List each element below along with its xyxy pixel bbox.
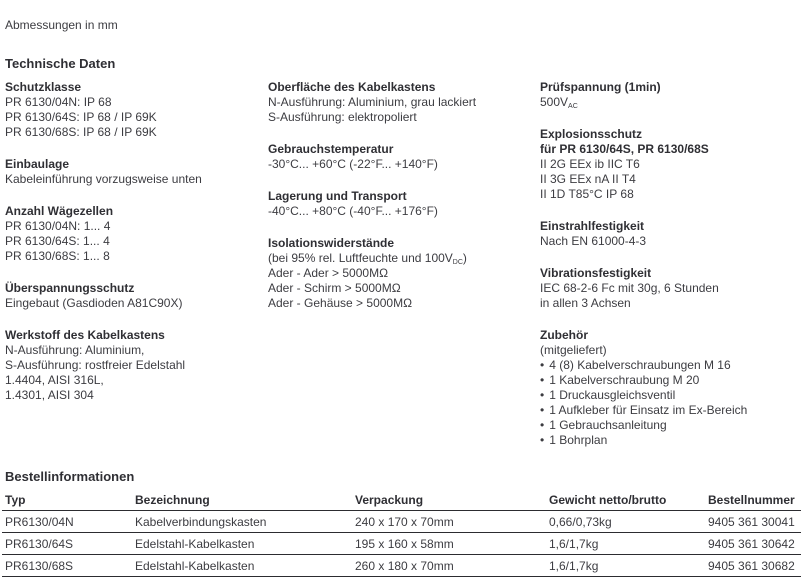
spec-einbaulage xyxy=(5,157,261,187)
column-header-bestellnummer: Bestellnummer xyxy=(705,490,801,511)
spec-lagerung-transport xyxy=(268,189,534,219)
spec-line: S-Ausführung: rostfreier Edelstahl xyxy=(5,358,186,372)
specs-column-right xyxy=(540,80,808,465)
spec-explosionsschutz xyxy=(540,127,808,202)
spec-title: Werkstoff des Kabelkastens xyxy=(5,328,165,342)
spec-title: Explosionsschutz xyxy=(540,127,643,141)
cell-bezeichnung: Kabelverbindungskasten xyxy=(132,511,352,533)
spec-line: -40°C... +80°C (-40°F... +176°F) xyxy=(268,204,438,218)
bullet-icon: • xyxy=(540,388,545,402)
accessory-text: 4 (8) Kabelverschraubungen M 16 xyxy=(549,358,731,372)
cell-bestellnummer: 9405 361 30041 xyxy=(705,511,801,533)
bullet-icon: • xyxy=(540,358,545,372)
column-header-verpackung: Verpackung xyxy=(352,490,546,511)
spec-line: N-Ausführung: Aluminium, grau lackiert xyxy=(268,95,477,109)
bullet-icon: • xyxy=(540,403,545,417)
unit-subscript: AC xyxy=(568,103,578,110)
spec-line: 1.4301, AISI 304 xyxy=(5,388,94,402)
spec-schutzklasse xyxy=(5,80,261,140)
cell-verpackung: 240 x 170 x 70mm xyxy=(352,511,546,533)
cell-bestellnummer: 9405 361 30642 xyxy=(705,533,801,555)
spec-line-with-subscript xyxy=(268,251,534,266)
spec-title: Gebrauchstemperatur xyxy=(268,142,394,156)
value-text: 500V xyxy=(540,95,569,109)
table-row xyxy=(2,555,801,577)
accessory-text: 1 Gebrauchsanleitung xyxy=(549,418,667,432)
spec-title: Vibrationsfestigkeit xyxy=(540,266,652,280)
spec-line: -30°C... +60°C (-22°F... +140°F) xyxy=(268,157,438,171)
cell-gewicht: 1,6/1,7kg xyxy=(546,555,705,577)
cell-gewicht: 0,66/0,73kg xyxy=(546,511,705,533)
spec-ueberspannungsschutz xyxy=(5,281,261,311)
cell-verpackung: 195 x 160 x 58mm xyxy=(352,533,546,555)
spec-line: II 3G EEx nA II T4 xyxy=(540,172,636,186)
accessory-text: 1 Bohrplan xyxy=(549,433,608,447)
spec-line: Kabeleinführung vorzugsweise unten xyxy=(5,172,202,186)
spec-line: Ader - Gehäuse > 5000MΩ xyxy=(268,296,413,310)
cell-bezeichnung: Edelstahl-Kabelkasten xyxy=(132,555,352,577)
cell-bestellnummer: 9405 361 30682 xyxy=(705,555,801,577)
cell-typ: PR6130/68S xyxy=(2,555,132,577)
cell-verpackung: 260 x 180 x 70mm xyxy=(352,555,546,577)
spec-line: Ader - Ader > 5000MΩ xyxy=(268,266,389,280)
spec-title-line2: für PR 6130/64S, PR 6130/68S xyxy=(540,142,709,156)
table-row xyxy=(2,533,801,555)
note-text: ) xyxy=(462,251,467,265)
spec-line: PR 6130/68S: 1... 8 xyxy=(5,249,110,263)
table-row xyxy=(2,511,801,533)
technical-data-title: Technische Daten xyxy=(5,56,116,71)
spec-line: in allen 3 Achsen xyxy=(540,296,631,310)
spec-title: Einbaulage xyxy=(5,157,70,171)
accessory-item xyxy=(540,388,808,403)
spec-title: Einstrahlfestigkeit xyxy=(540,219,645,233)
spec-oberflaeche-kabelkasten xyxy=(268,80,534,125)
column-header-gewicht: Gewicht netto/brutto xyxy=(546,490,705,511)
spec-line: S-Ausführung: elektropoliert xyxy=(268,110,417,124)
spec-line: II 1D T85°C IP 68 xyxy=(540,187,634,201)
accessory-item xyxy=(540,433,808,448)
note-text: (bei 95% rel. Luftfeuchte und 100V xyxy=(268,251,453,265)
spec-line: II 2G EEx ib IIC T6 xyxy=(540,157,640,171)
accessory-text: 1 Druckausgleichsventil xyxy=(549,388,676,402)
spec-gebrauchstemperatur xyxy=(268,142,534,172)
column-header-bezeichnung: Bezeichnung xyxy=(132,490,352,511)
accessory-item xyxy=(540,358,808,373)
accessory-text: 1 Kabelverschraubung M 20 xyxy=(549,373,700,387)
table-header-row xyxy=(2,490,801,511)
accessory-text: 1 Aufkleber für Einsatz im Ex-Bereich xyxy=(549,403,748,417)
spec-title: Oberfläche des Kabelkastens xyxy=(268,80,436,94)
order-info-title: Bestellinformationen xyxy=(5,469,135,484)
accessories-list xyxy=(540,358,808,448)
cell-typ: PR6130/64S xyxy=(2,533,132,555)
accessory-item xyxy=(540,373,808,388)
unit-subscript: DC xyxy=(452,259,463,266)
spec-anzahl-waegezellen xyxy=(5,204,261,264)
cell-gewicht: 1,6/1,7kg xyxy=(546,533,705,555)
cell-bezeichnung: Edelstahl-Kabelkasten xyxy=(132,533,352,555)
spec-zubehoer xyxy=(540,328,808,448)
column-header-typ: Typ xyxy=(2,490,132,511)
accessory-item xyxy=(540,418,808,433)
spec-line: PR 6130/64S: 1... 4 xyxy=(5,234,110,248)
spec-line: PR 6130/64S: IP 68 / IP 69K xyxy=(5,110,157,124)
spec-title: Schutzklasse xyxy=(5,80,82,94)
spec-subtitle: (mitgeliefert) xyxy=(540,343,607,357)
spec-line: PR 6130/04N: 1... 4 xyxy=(5,219,111,233)
spec-einstrahlfestigkeit xyxy=(540,219,808,249)
specs-column-middle xyxy=(268,80,534,328)
specs-column-left xyxy=(5,80,261,420)
dimensions-note: Abmessungen in mm xyxy=(5,18,118,32)
spec-line: N-Ausführung: Aluminium, xyxy=(5,343,145,357)
spec-line: PR 6130/68S: IP 68 / IP 69K xyxy=(5,125,157,139)
spec-pruefspannung xyxy=(540,80,808,110)
spec-title: Überspannungsschutz xyxy=(5,281,135,295)
bullet-icon: • xyxy=(540,418,545,432)
cell-typ: PR6130/04N xyxy=(2,511,132,533)
spec-line: IEC 68-2-6 Fc mit 30g, 6 Stunden xyxy=(540,281,719,295)
spec-line: PR 6130/04N: IP 68 xyxy=(5,95,112,109)
spec-isolationswiderstaende xyxy=(268,236,534,311)
spec-title: Isolationswiderstände xyxy=(268,236,395,250)
spec-line: Ader - Schirm > 5000MΩ xyxy=(268,281,401,295)
bullet-icon: • xyxy=(540,373,545,387)
spec-line-with-subscript xyxy=(540,95,808,110)
spec-vibrationsfestigkeit xyxy=(540,266,808,311)
spec-line: Nach EN 61000-4-3 xyxy=(540,234,647,248)
order-info-section xyxy=(2,469,801,577)
accessory-item xyxy=(540,403,808,418)
spec-title: Lagerung und Transport xyxy=(268,189,407,203)
spec-line: Eingebaut (Gasdioden A81C90X) xyxy=(5,296,183,310)
spec-title: Prüfspannung (1min) xyxy=(540,80,661,94)
order-table xyxy=(2,490,801,577)
spec-title: Anzahl Wägezellen xyxy=(5,204,114,218)
spec-title: Zubehör xyxy=(540,328,588,342)
spec-line: 1.4404, AISI 316L, xyxy=(5,373,104,387)
spec-werkstoff-kabelkasten xyxy=(5,328,261,403)
bullet-icon: • xyxy=(540,433,545,447)
